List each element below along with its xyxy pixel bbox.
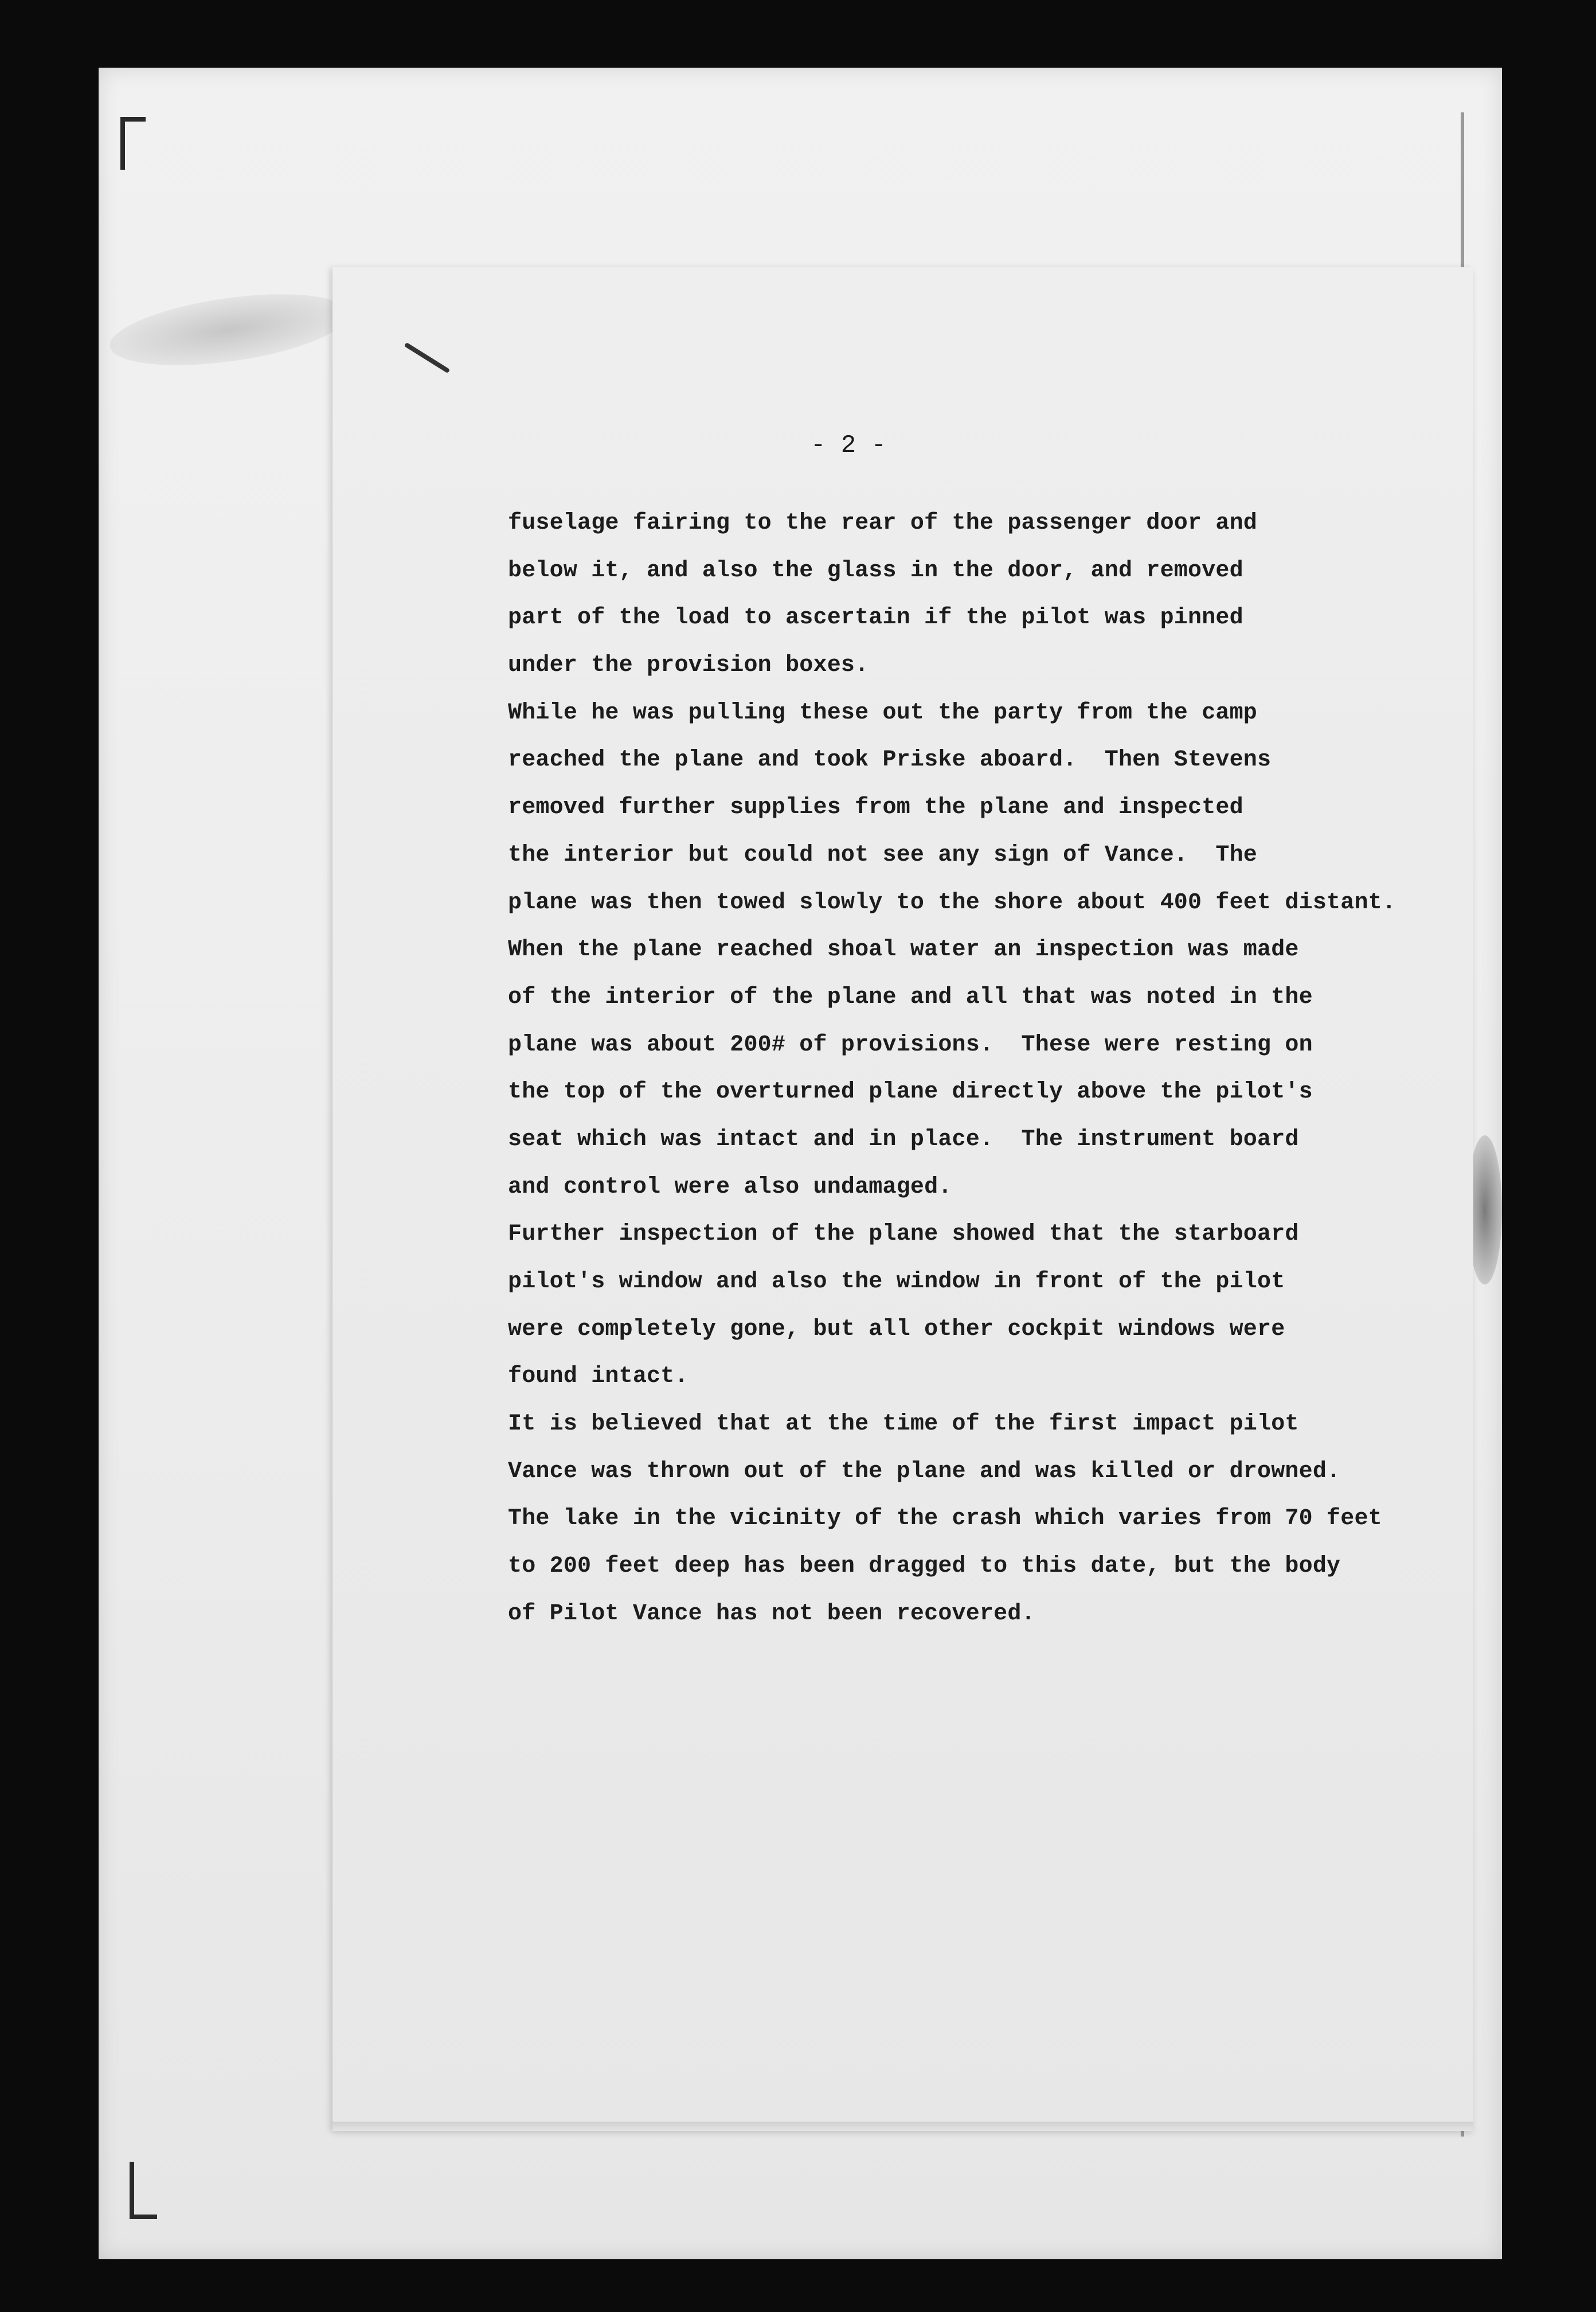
text-line: Further inspection of the plane showed that the starboard xyxy=(508,1221,1299,1248)
text-line: to 200 feet deep has been dragged to this date, but the body xyxy=(508,1553,1341,1580)
text-line: Vance was thrown out of the plane and was killed or drowned. xyxy=(508,1458,1341,1485)
text-line: below it, and also the glass in the door, and removed xyxy=(508,557,1243,584)
text-line: of Pilot Vance has not been recovered. xyxy=(508,1600,1035,1627)
text-line: removed further supplies from the plane and inspected xyxy=(508,795,1243,821)
text-line: While he was pulling these out the party from the camp xyxy=(508,700,1258,726)
text-line: of the interior of the plane and all that was noted in the xyxy=(508,984,1313,1010)
corner-crop-mark-top-left xyxy=(120,117,146,170)
text-line: plane was then towed slowly to the shore about 400 feet distant. xyxy=(508,889,1396,916)
text-line: pilot's window and also the window in front of the pilot xyxy=(508,1269,1285,1295)
text-line: the interior but could not see any sign of Vance. The xyxy=(508,842,1258,868)
text-line: found intact. xyxy=(508,1364,689,1390)
typed-body-text xyxy=(508,500,1482,1638)
text-line: seat which was intact and in place. The instrument board xyxy=(508,1126,1299,1153)
page-number: - 2 - xyxy=(811,431,887,460)
text-line: reached the plane and took Priske aboard. Then Stevens xyxy=(508,747,1272,774)
text-line: were completely gone, but all other cockpit windows were xyxy=(508,1316,1285,1342)
text-line: and control were also undamaged. xyxy=(508,1174,952,1200)
text-line: the top of the overturned plane directly above the pilot's xyxy=(508,1079,1313,1106)
text-line: It is believed that at the time of the first impact pilot xyxy=(508,1411,1299,1438)
text-line: When the plane reached shoal water an inspection was made xyxy=(508,937,1299,963)
text-line: under the provision boxes. xyxy=(508,653,869,679)
text-line: plane was about 200# of provisions. These were resting on xyxy=(508,1032,1313,1058)
text-line: part of the load to ascertain if the pilot was pinned xyxy=(508,605,1243,631)
corner-crop-mark-bottom-left xyxy=(130,2162,157,2219)
text-line: fuselage fairing to the rear of the passenger door and xyxy=(508,510,1258,536)
page-bottom-shadow xyxy=(332,2122,1473,2132)
text-line: The lake in the vicinity of the crash which varies from 70 feet xyxy=(508,1506,1382,1532)
